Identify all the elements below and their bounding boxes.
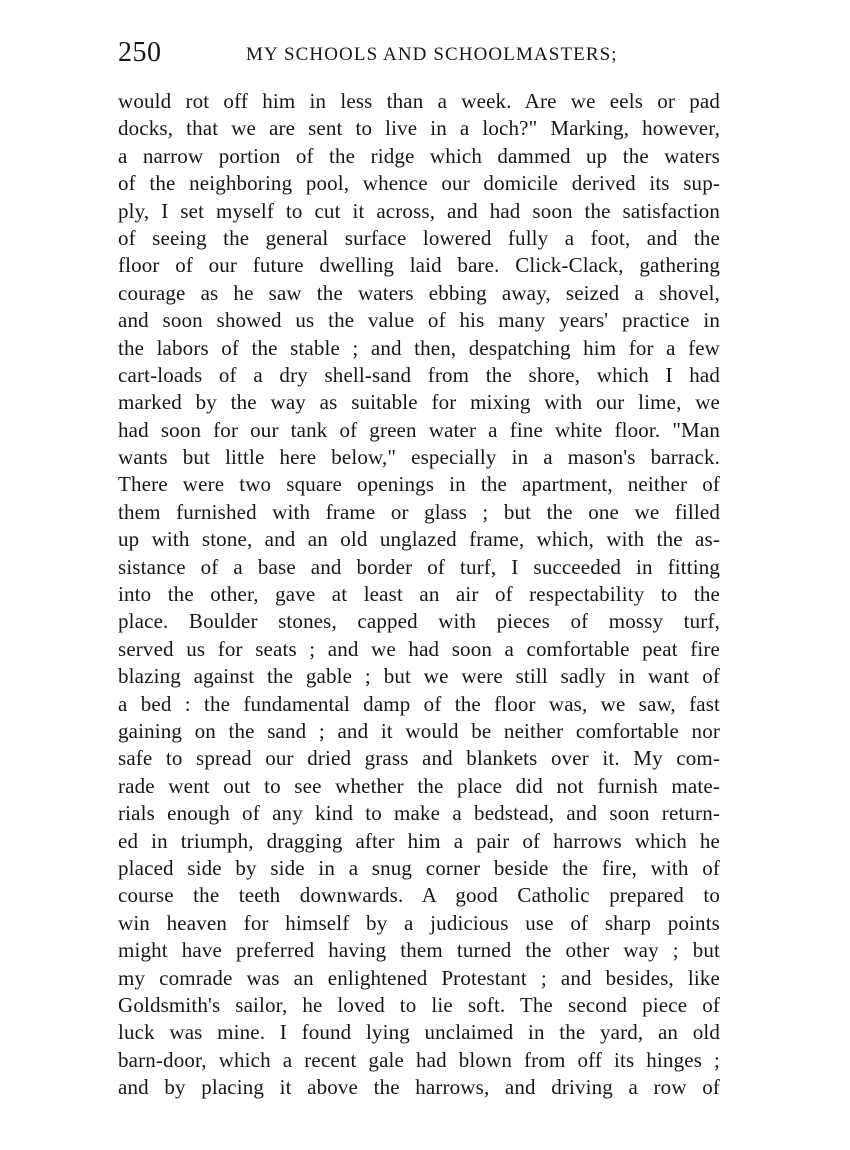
text-line: them furnished with frame or glass ; but the one we filled xyxy=(118,499,720,524)
text-line: and by placing it above the harrows, and driving a row of xyxy=(118,1075,720,1100)
text-line: cart-loads of a dry shell-sand from the shore, which I had xyxy=(118,362,720,387)
text-line: wants but little here below," especially in a mason's barrack. xyxy=(118,445,720,470)
text-line: of seeing the general surface lowered fully a foot, and the xyxy=(118,225,720,250)
text-line: up with stone, and an old unglazed frame, which, with the as- xyxy=(118,527,720,552)
text-line: gaining on the sand ; and it would be neither comfortable nor xyxy=(118,718,720,743)
running-head: MY SCHOOLS AND SCHOOLMASTERS; xyxy=(246,44,618,65)
text-line: course the teeth downwards. A good Catholic prepared to xyxy=(118,883,720,908)
text-line: safe to spread our dried grass and blankets over it. My com- xyxy=(118,746,720,771)
text-line: marked by the way as suitable for mixing with our lime, we xyxy=(118,390,720,415)
text-line: luck was mine. I found lying unclaimed in the yard, an old xyxy=(118,1020,720,1045)
text-line: ply, I set myself to cut it across, and had soon the satisfaction xyxy=(118,198,720,223)
text-line: There were two square openings in the apartment, neither of xyxy=(118,472,720,497)
text-line: blazing against the gable ; but we were still sadly in want of xyxy=(118,664,720,689)
text-line: courage as he saw the waters ebbing away, seized a shovel, xyxy=(118,280,720,305)
text-line: Goldsmith's sailor, he loved to lie soft. The second piece of xyxy=(118,992,720,1017)
text-line: place. Boulder stones, capped with pieces of mossy turf, xyxy=(118,609,720,634)
body-text xyxy=(118,88,720,1101)
text-line: and soon showed us the value of his many years' practice in xyxy=(118,308,720,333)
text-line: my comrade was an enlightened Protestant ; and besides, like xyxy=(118,965,720,990)
text-line: barn-door, which a recent gale had blown from off its hinges ; xyxy=(118,1047,720,1072)
text-line: rade went out to see whether the place did not furnish mate- xyxy=(118,773,720,798)
text-line: ed in triumph, dragging after him a pair of harrows which he xyxy=(118,828,720,853)
text-line: the labors of the stable ; and then, despatching him for a few xyxy=(118,335,720,360)
text-line: had soon for our tank of green water a fine white floor. "Man xyxy=(118,417,720,442)
text-line: a narrow portion of the ridge which dammed up the waters xyxy=(118,143,720,168)
text-line: might have preferred having them turned the other way ; but xyxy=(118,938,720,963)
text-line: placed side by side in a snug corner beside the fire, with of xyxy=(118,855,720,880)
text-line: served us for seats ; and we had soon a comfortable peat fire xyxy=(118,636,720,661)
text-line: would rot off him in less than a week. Are we eels or pad xyxy=(118,89,720,113)
text-line: win heaven for himself by a judicious use of sharp points xyxy=(118,910,720,935)
page-header xyxy=(118,36,738,76)
text-line: of the neighboring pool, whence our domicile derived its sup- xyxy=(118,171,720,196)
text-line: docks, that we are sent to live in a loch?" Marking, however, xyxy=(118,116,720,141)
text-line: sistance of a base and border of turf, I succeeded in fitting xyxy=(118,554,720,579)
text-line: rials enough of any kind to make a bedstead, and soon return- xyxy=(118,801,720,826)
text-line: a bed : the fundamental damp of the floor was, we saw, fast xyxy=(118,691,720,716)
page-number: 250 xyxy=(118,37,162,68)
text-line: floor of our future dwelling laid bare. Click-Clack, gathering xyxy=(118,253,720,278)
text-line: into the other, gave at least an air of respectability to the xyxy=(118,582,720,607)
